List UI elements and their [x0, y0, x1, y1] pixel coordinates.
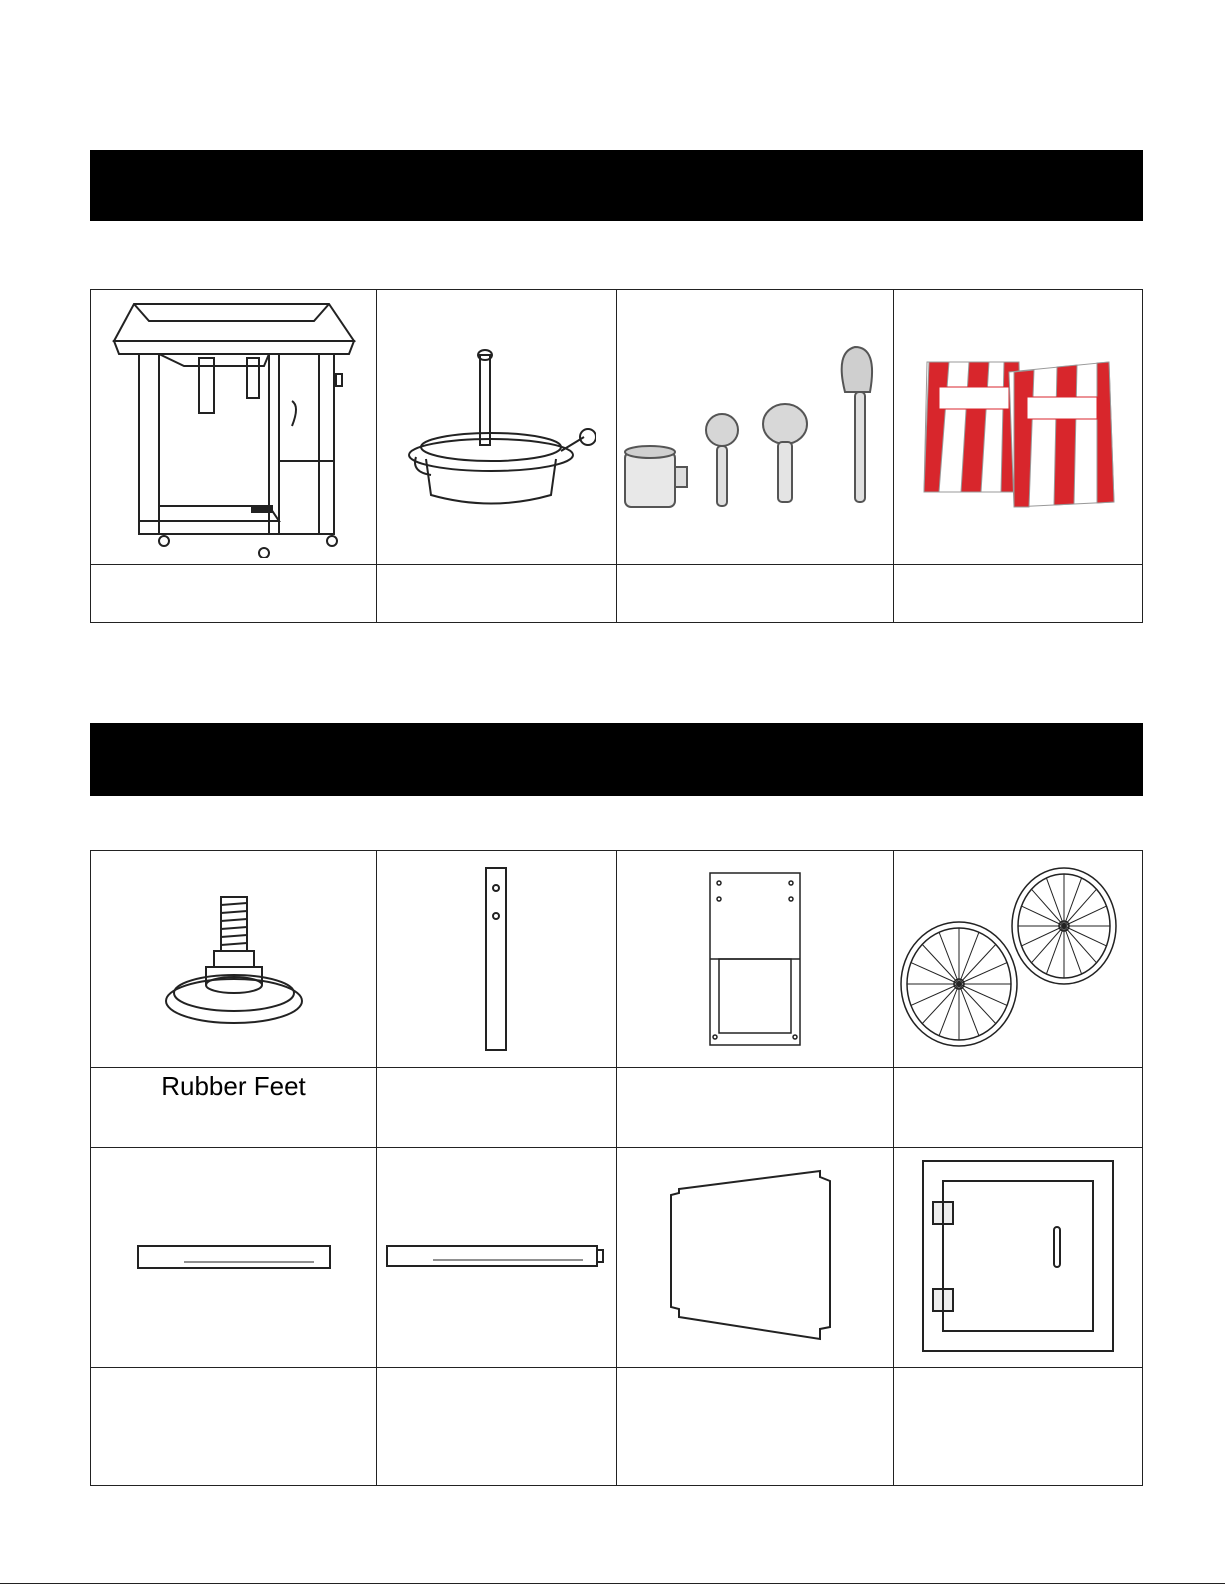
kettle-icon: [396, 347, 596, 507]
cabinet-door-icon: [919, 1157, 1119, 1357]
part-cell: [616, 1147, 893, 1367]
part-cell: [893, 851, 1144, 1067]
part-label: [91, 1371, 376, 1481]
part-label: [616, 1071, 893, 1147]
part-label: [893, 1071, 1144, 1147]
side-panel-icon: [705, 869, 805, 1049]
popcorn-bags-icon: [909, 342, 1129, 512]
popcorn-machine-cart-icon: [104, 296, 364, 558]
vertical-post-icon: [476, 864, 516, 1054]
part-label: [616, 1371, 893, 1481]
part-cell: [91, 851, 376, 1067]
part-cell: [376, 1147, 616, 1367]
section-header-bar: [90, 723, 1143, 796]
item-cell: [91, 290, 376, 564]
item-cell: [893, 290, 1144, 564]
item-cell: [616, 290, 893, 564]
part-cell: [616, 851, 893, 1067]
item-label: [376, 568, 616, 618]
included-items-table: [90, 289, 1143, 623]
item-label: [91, 568, 376, 618]
wheels-icon: [899, 864, 1139, 1054]
horizontal-bar-icon: [134, 1242, 334, 1272]
item-cell: [376, 290, 616, 564]
section-header-bar: [90, 150, 1143, 221]
item-label: [616, 568, 893, 618]
part-label: Rubber Feet: [161, 1071, 306, 1101]
part-label: [893, 1371, 1144, 1481]
cart-parts-table: [90, 850, 1143, 1486]
part-label: [376, 1371, 616, 1481]
base-panel-icon: [665, 1167, 845, 1347]
rubber-foot-icon: [159, 889, 309, 1029]
part-cell: [893, 1147, 1144, 1367]
part-cell: [376, 851, 616, 1067]
page-bottom-rule: [0, 1583, 1225, 1584]
part-label: [376, 1071, 616, 1147]
horizontal-support-bar-icon: [383, 1242, 609, 1272]
item-label: [893, 568, 1144, 618]
accessory-scoops-shaker-icon: [620, 342, 890, 512]
part-cell: [91, 1147, 376, 1367]
